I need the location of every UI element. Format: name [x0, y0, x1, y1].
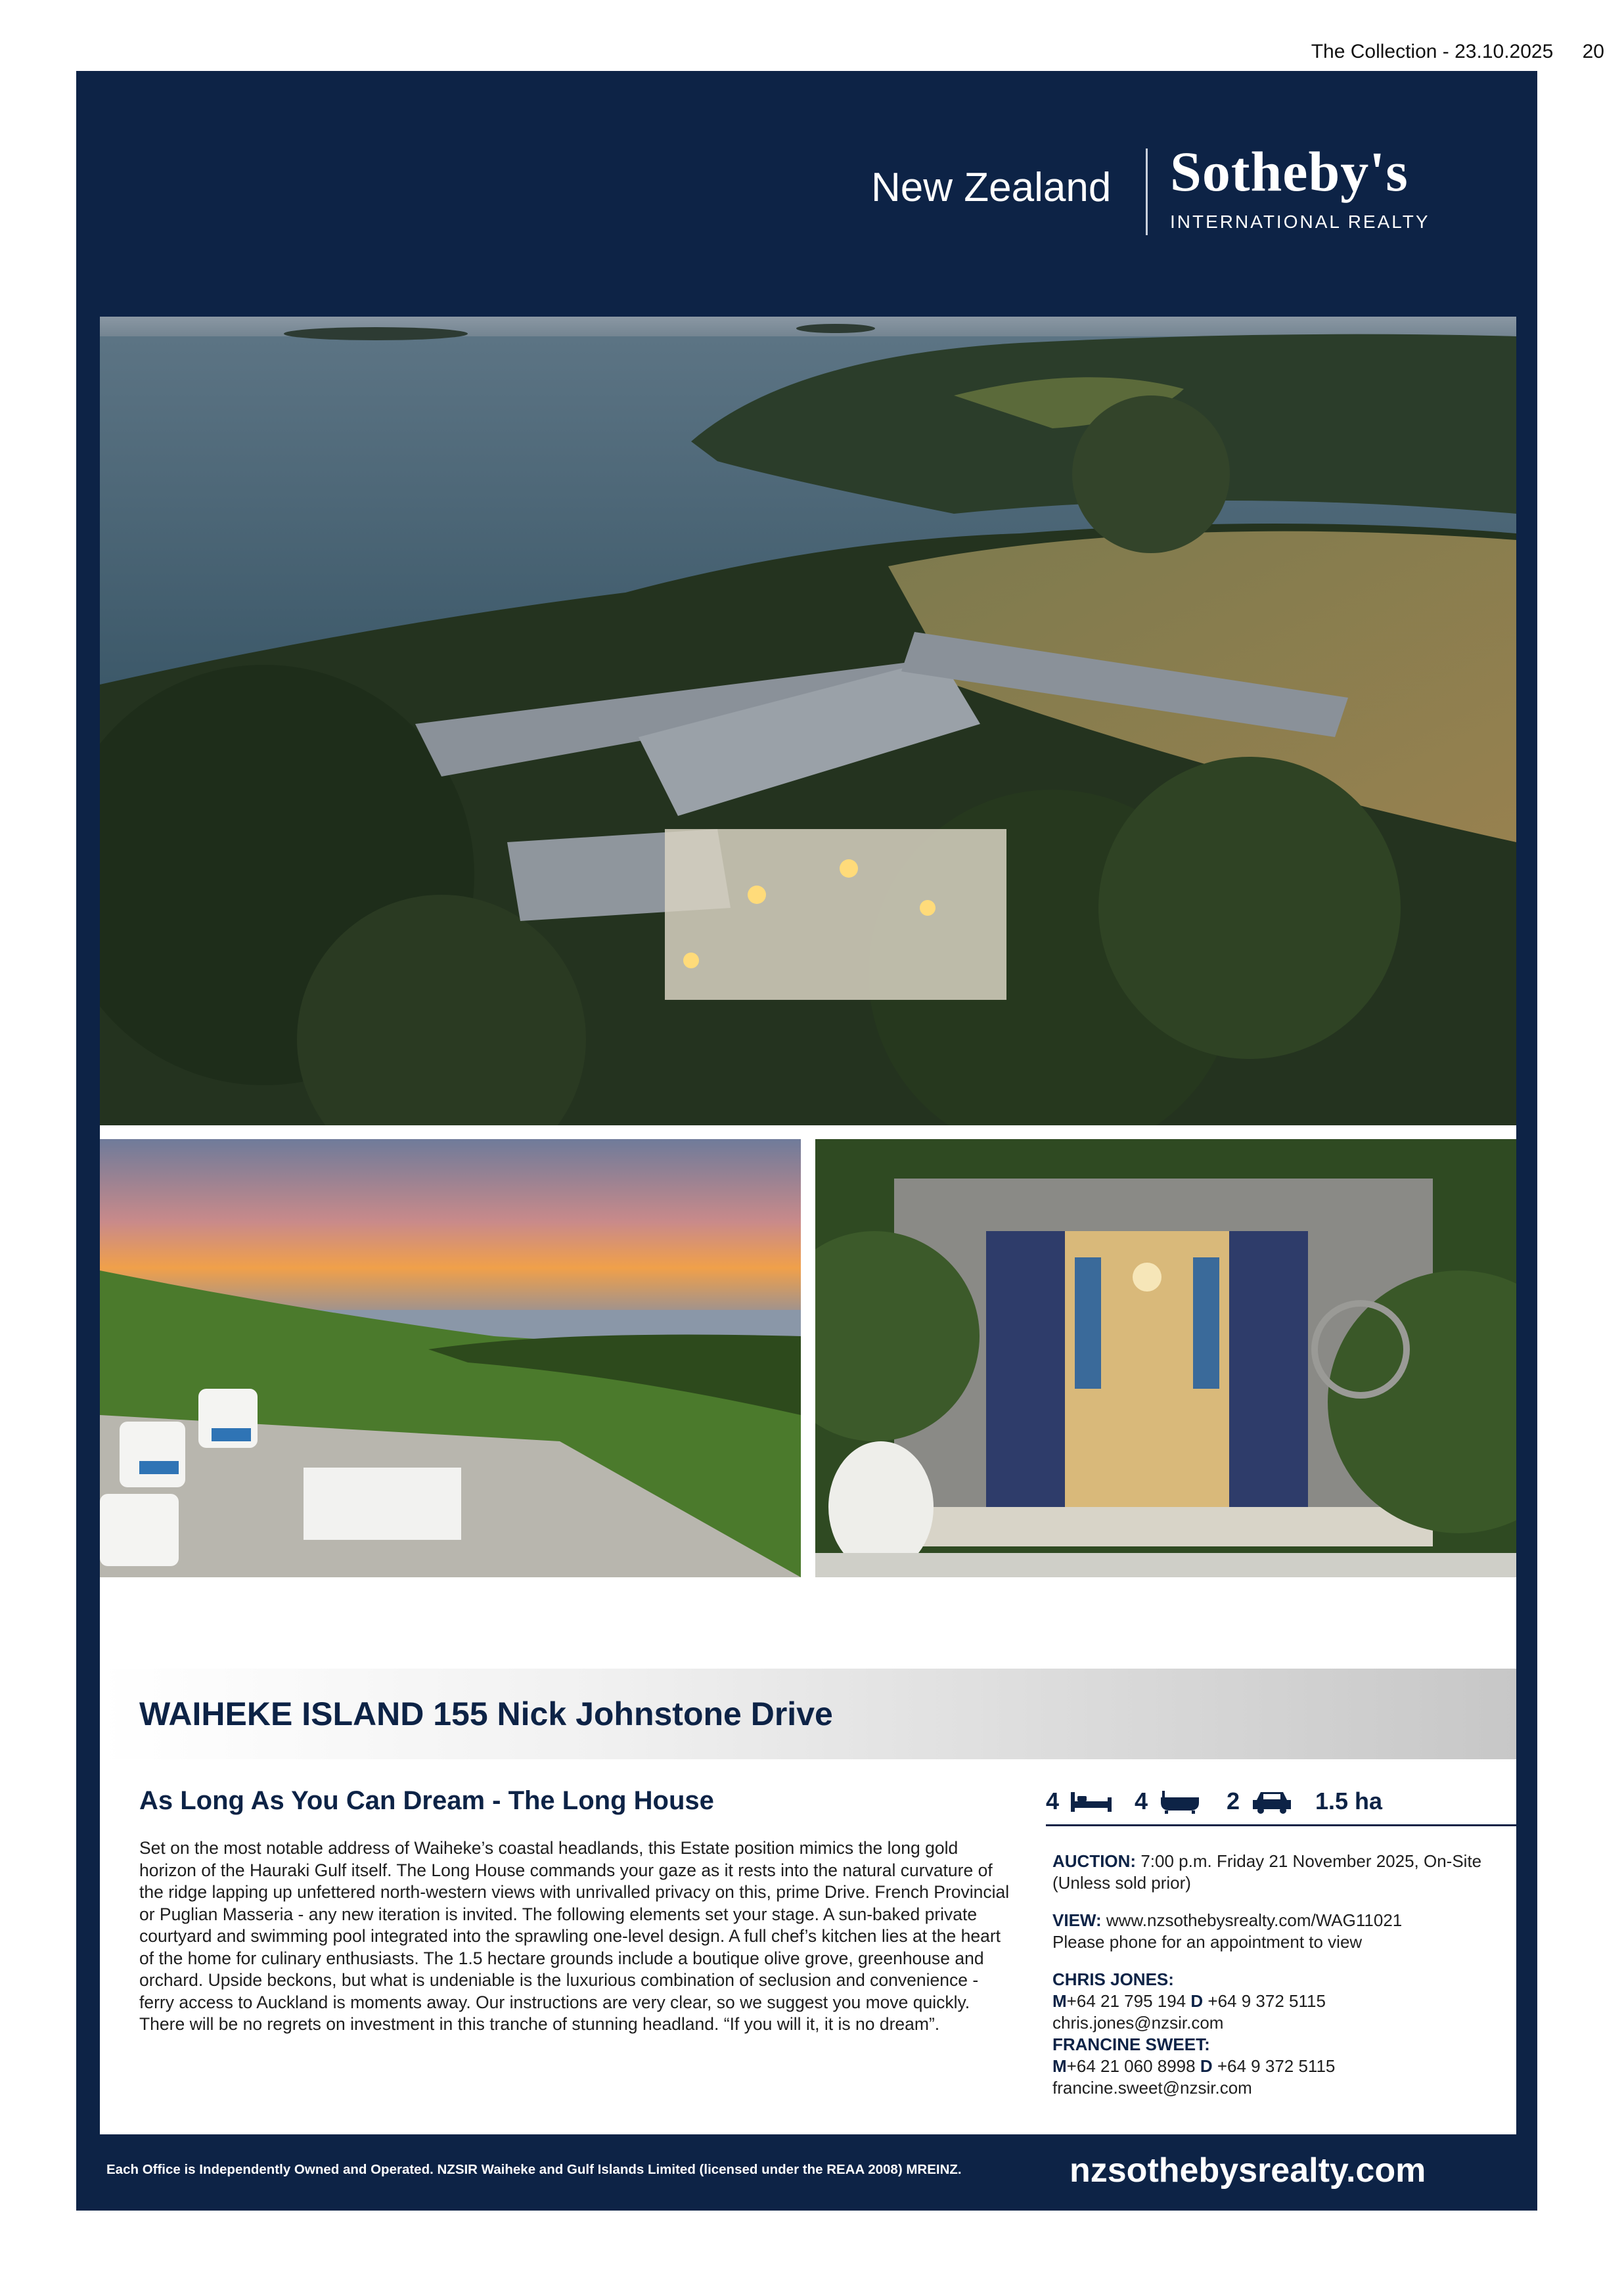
main-property-photo	[100, 317, 1516, 1125]
view-note: Please phone for an appointment to view	[1052, 1932, 1363, 1952]
bedrooms-spec	[1046, 1782, 1113, 1821]
mobile-label: M	[1052, 1991, 1067, 2011]
car-icon	[1250, 1788, 1294, 1814]
view-label: VIEW:	[1052, 1910, 1102, 1930]
direct-label: D	[1200, 2056, 1213, 2076]
listing-title: WAIHEKE ISLAND 155 Nick Johnstone Drive	[139, 1696, 833, 1732]
auction-text: 7:00 p.m. Friday 21 November 2025, On-Site	[1140, 1851, 1482, 1871]
brand-name: Sotheby's	[1170, 140, 1409, 203]
mobile-label: M	[1052, 2056, 1067, 2076]
bed-icon	[1070, 1788, 1113, 1814]
specs-divider	[1046, 1824, 1516, 1826]
agent-direct[interactable]: +64 9 372 5115	[1217, 2056, 1336, 2076]
listing-title-bar	[100, 1669, 1516, 1759]
footer-disclaimer: Each Office is Independently Owned and Operated. NZSIR Waiheke and Gulf Islands Limited (licensed under the REAA 2008) MREINZ.	[106, 2162, 962, 2177]
view-block	[1052, 1910, 1512, 1953]
advertisement-frame	[76, 71, 1537, 2211]
direct-label: D	[1190, 1991, 1204, 2011]
garages-count: 2	[1227, 1788, 1240, 1814]
agent-name: FRANCINE SWEET:	[1052, 2035, 1210, 2054]
agent-name: CHRIS JONES:	[1052, 1969, 1174, 1989]
listing-panel	[100, 317, 1516, 2134]
agent-direct[interactable]: +64 9 372 5115	[1207, 1991, 1326, 2011]
listing-info	[1052, 1851, 1512, 2099]
property-specs	[1046, 1782, 1506, 1821]
region-label: New Zealand	[871, 165, 1112, 210]
sunset-deck-photo	[100, 1139, 801, 1577]
land-area: 1.5 ha	[1315, 1788, 1383, 1814]
auction-note: (Unless sold prior)	[1052, 1873, 1191, 1893]
page-number: 20	[1582, 41, 1604, 62]
listing-description: Set on the most notable address of Waiheke’s coastal headlands, this Estate position mimics the long gold horizon of the Hauraki Gulf itself. The Long House commands your gaze as it rests into the natural curvature of the ridge lapping up unfettered north-western views with unrivalled privacy on this, prime Drive. French Provincial or Puglian Masseria - any new iteration is invited. The following elements set your stage. A sun-baked private courtyard and swimming pool integrated into the sprawling one-level design. A full chef’s kitchen lies at the heart of the home for culinary enthusiasts. The 1.5 hectare grounds include a boutique olive grove, greenhouse and orchard. Upside beckons, but what is undeniable is the luxurious combination of seclusion and convenience - ferry access to Auckland is moments away. Our instructions are very clear, so we suggest you move quickly. There will be no regrets on investment in this tranche of stunning headland. “If you will it, it is no dream”.	[139, 1838, 1010, 2034]
garages-spec	[1227, 1782, 1294, 1821]
publication-title-date: The Collection - 23.10.2025	[1311, 41, 1554, 62]
agent-email[interactable]: chris.jones@nzsir.com	[1052, 2013, 1224, 2033]
agent-mobile[interactable]: +64 21 795 194	[1066, 1991, 1186, 2011]
brand-tagline: INTERNATIONAL REALTY	[1170, 212, 1430, 232]
brand-header	[76, 71, 1537, 304]
brand-divider	[1146, 148, 1148, 235]
brand-logo	[1170, 140, 1430, 233]
view-url[interactable]: www.nzsothebysrealty.com/WAG11021	[1106, 1910, 1403, 1930]
bathrooms-count: 4	[1135, 1788, 1148, 1814]
bathrooms-spec	[1135, 1782, 1202, 1821]
footer-website[interactable]: nzsothebysrealty.com	[1070, 2151, 1426, 2190]
entrance-photo	[815, 1139, 1516, 1577]
land-area-spec	[1315, 1782, 1382, 1821]
listing-headline: As Long As You Can Dream - The Long House	[139, 1786, 714, 1815]
agent-email[interactable]: francine.sweet@nzsir.com	[1052, 2078, 1252, 2098]
agent-mobile[interactable]: +64 21 060 8998	[1066, 2056, 1196, 2076]
auction-block	[1052, 1851, 1512, 1894]
bath-icon	[1158, 1788, 1202, 1814]
agent-block	[1052, 1969, 1512, 2099]
bedrooms-count: 4	[1046, 1788, 1060, 1814]
auction-label: AUCTION:	[1052, 1851, 1137, 1871]
page-header	[1311, 41, 1604, 63]
